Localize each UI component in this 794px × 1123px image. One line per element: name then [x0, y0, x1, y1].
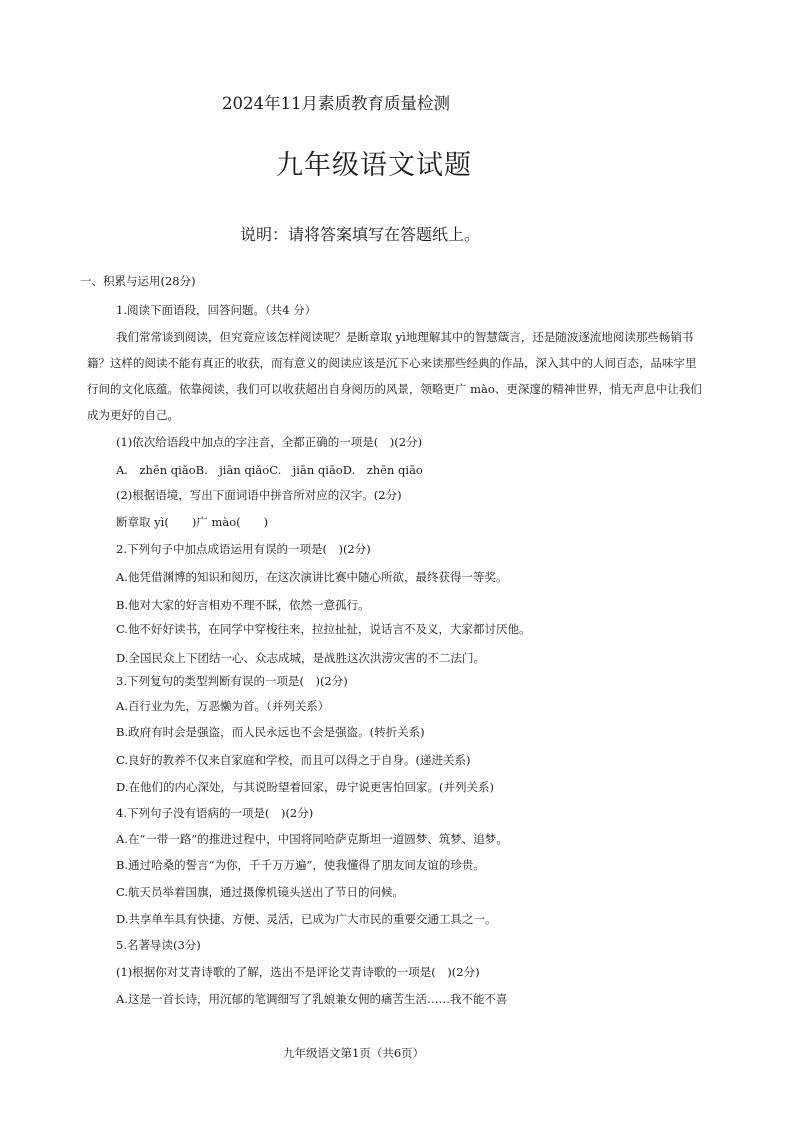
question-line: 2.下列句子中加点成语运用有误的一项是( )(2分): [116, 542, 371, 556]
exam-name: 2024年11月素质教育质量检测: [222, 94, 450, 113]
passage-line: 我们常常谈到阅读，但究竟应该怎样阅读呢？是断章取 yì地理解其中的智慧箴言，还是随波逐流地阅读那些畅销书: [116, 330, 694, 344]
option-line: D.共享单车具有快捷、方便、灵活，已成为广大市民的重要交通工具之一。: [116, 912, 497, 926]
question-line: (2)根据语境，写出下面词语中拼音所对应的汉字。(2分): [116, 488, 402, 502]
option-line: C.他不好好读书，在同学中穿梭往来，拉拉扯扯，说话言不及义，大家都讨厌他。: [116, 622, 531, 636]
option-line: C.良好的教养不仅来自家庭和学校，而且可以得之于自身。(递进关系): [116, 753, 471, 767]
option-line: A. zhēn qiǎoB. jiān qiǎoC. jiān qiāoD. zhēn qiāo: [116, 463, 423, 477]
passage-line: 行间的文化底蕴。依靠阅读，我们可以收获超出自身阅历的风景，领略更广 mào、更深邃的精神世界，悄无声息中让我们: [87, 382, 702, 396]
option-line: D.在他们的内心深处，与其说盼望着回家，毋宁说更害怕回家。(并列关系): [116, 780, 494, 794]
section-heading: 一、积累与运用(28分): [80, 274, 196, 288]
question-line: 5.名著导读(3分): [116, 938, 201, 952]
question-line: (1)根据你对艾青诗歌的了解，选出不是评论艾青诗歌的一项是( )(2分): [116, 965, 480, 979]
option-line: B.他对大家的好言相劝不理不睬，依然一意孤行。: [116, 598, 370, 612]
question-line: 3.下列复句的类型判断有误的一项是( )(2分): [116, 674, 348, 688]
paper-title: 九年级语文试题: [276, 150, 472, 181]
passage-line: 成为更好的自己。: [87, 408, 179, 422]
option-line: A.他凭借渊博的知识和阅历，在这次演讲比赛中随心所欲，最终获得一等奖。: [116, 570, 508, 584]
option-line: A.百行业为先，万恶懒为首。（并列关系）: [116, 699, 330, 713]
answer-blank-line: 断章取 yì( )广 mào( ): [116, 515, 269, 529]
question-line: 1.阅读下面语段，回答问题。（共4 分）: [116, 303, 317, 317]
instruction: 说明：请将答案填写在答题纸上。: [240, 225, 481, 244]
option-line: C.航天员举着国旗，通过摄像机镜头送出了节日的问候。: [116, 885, 405, 899]
passage-line: 籍？这样的阅读不能有真正的收获，而有意义的阅读应该是沉下心来读那些经典的作品，深入其中的人间百态，品味字里: [87, 356, 697, 370]
option-line: B.政府有时会是强盗，而人民永远也不会是强盗。(转折关系): [116, 725, 425, 739]
option-line: A.这是一首长诗，用沉郁的笔调细写了乳娘兼女佣的痛苦生活……我不能不喜: [116, 992, 508, 1006]
option-line: B.通过哈桑的誓言“为你，千千万万遍”，使我懂得了朋友间友谊的珍贵。: [116, 858, 485, 872]
option-line: D.全国民众上下团结一心、众志成城，是战胜这次洪涝灾害的不二法门。: [116, 651, 485, 665]
question-line: 4.下列句子没有语病的一项是( )(2分): [116, 806, 314, 820]
question-line: (1)依次给语段中加点的字注音，全都正确的一项是( )(2分): [116, 435, 423, 449]
option-line: A.在“一带一路”的推进过程中，中国将同哈萨克斯坦一道圆梦、筑梦、追梦。: [116, 832, 508, 846]
page-footer: 九年级语文第1页（共6页）: [283, 1046, 425, 1060]
